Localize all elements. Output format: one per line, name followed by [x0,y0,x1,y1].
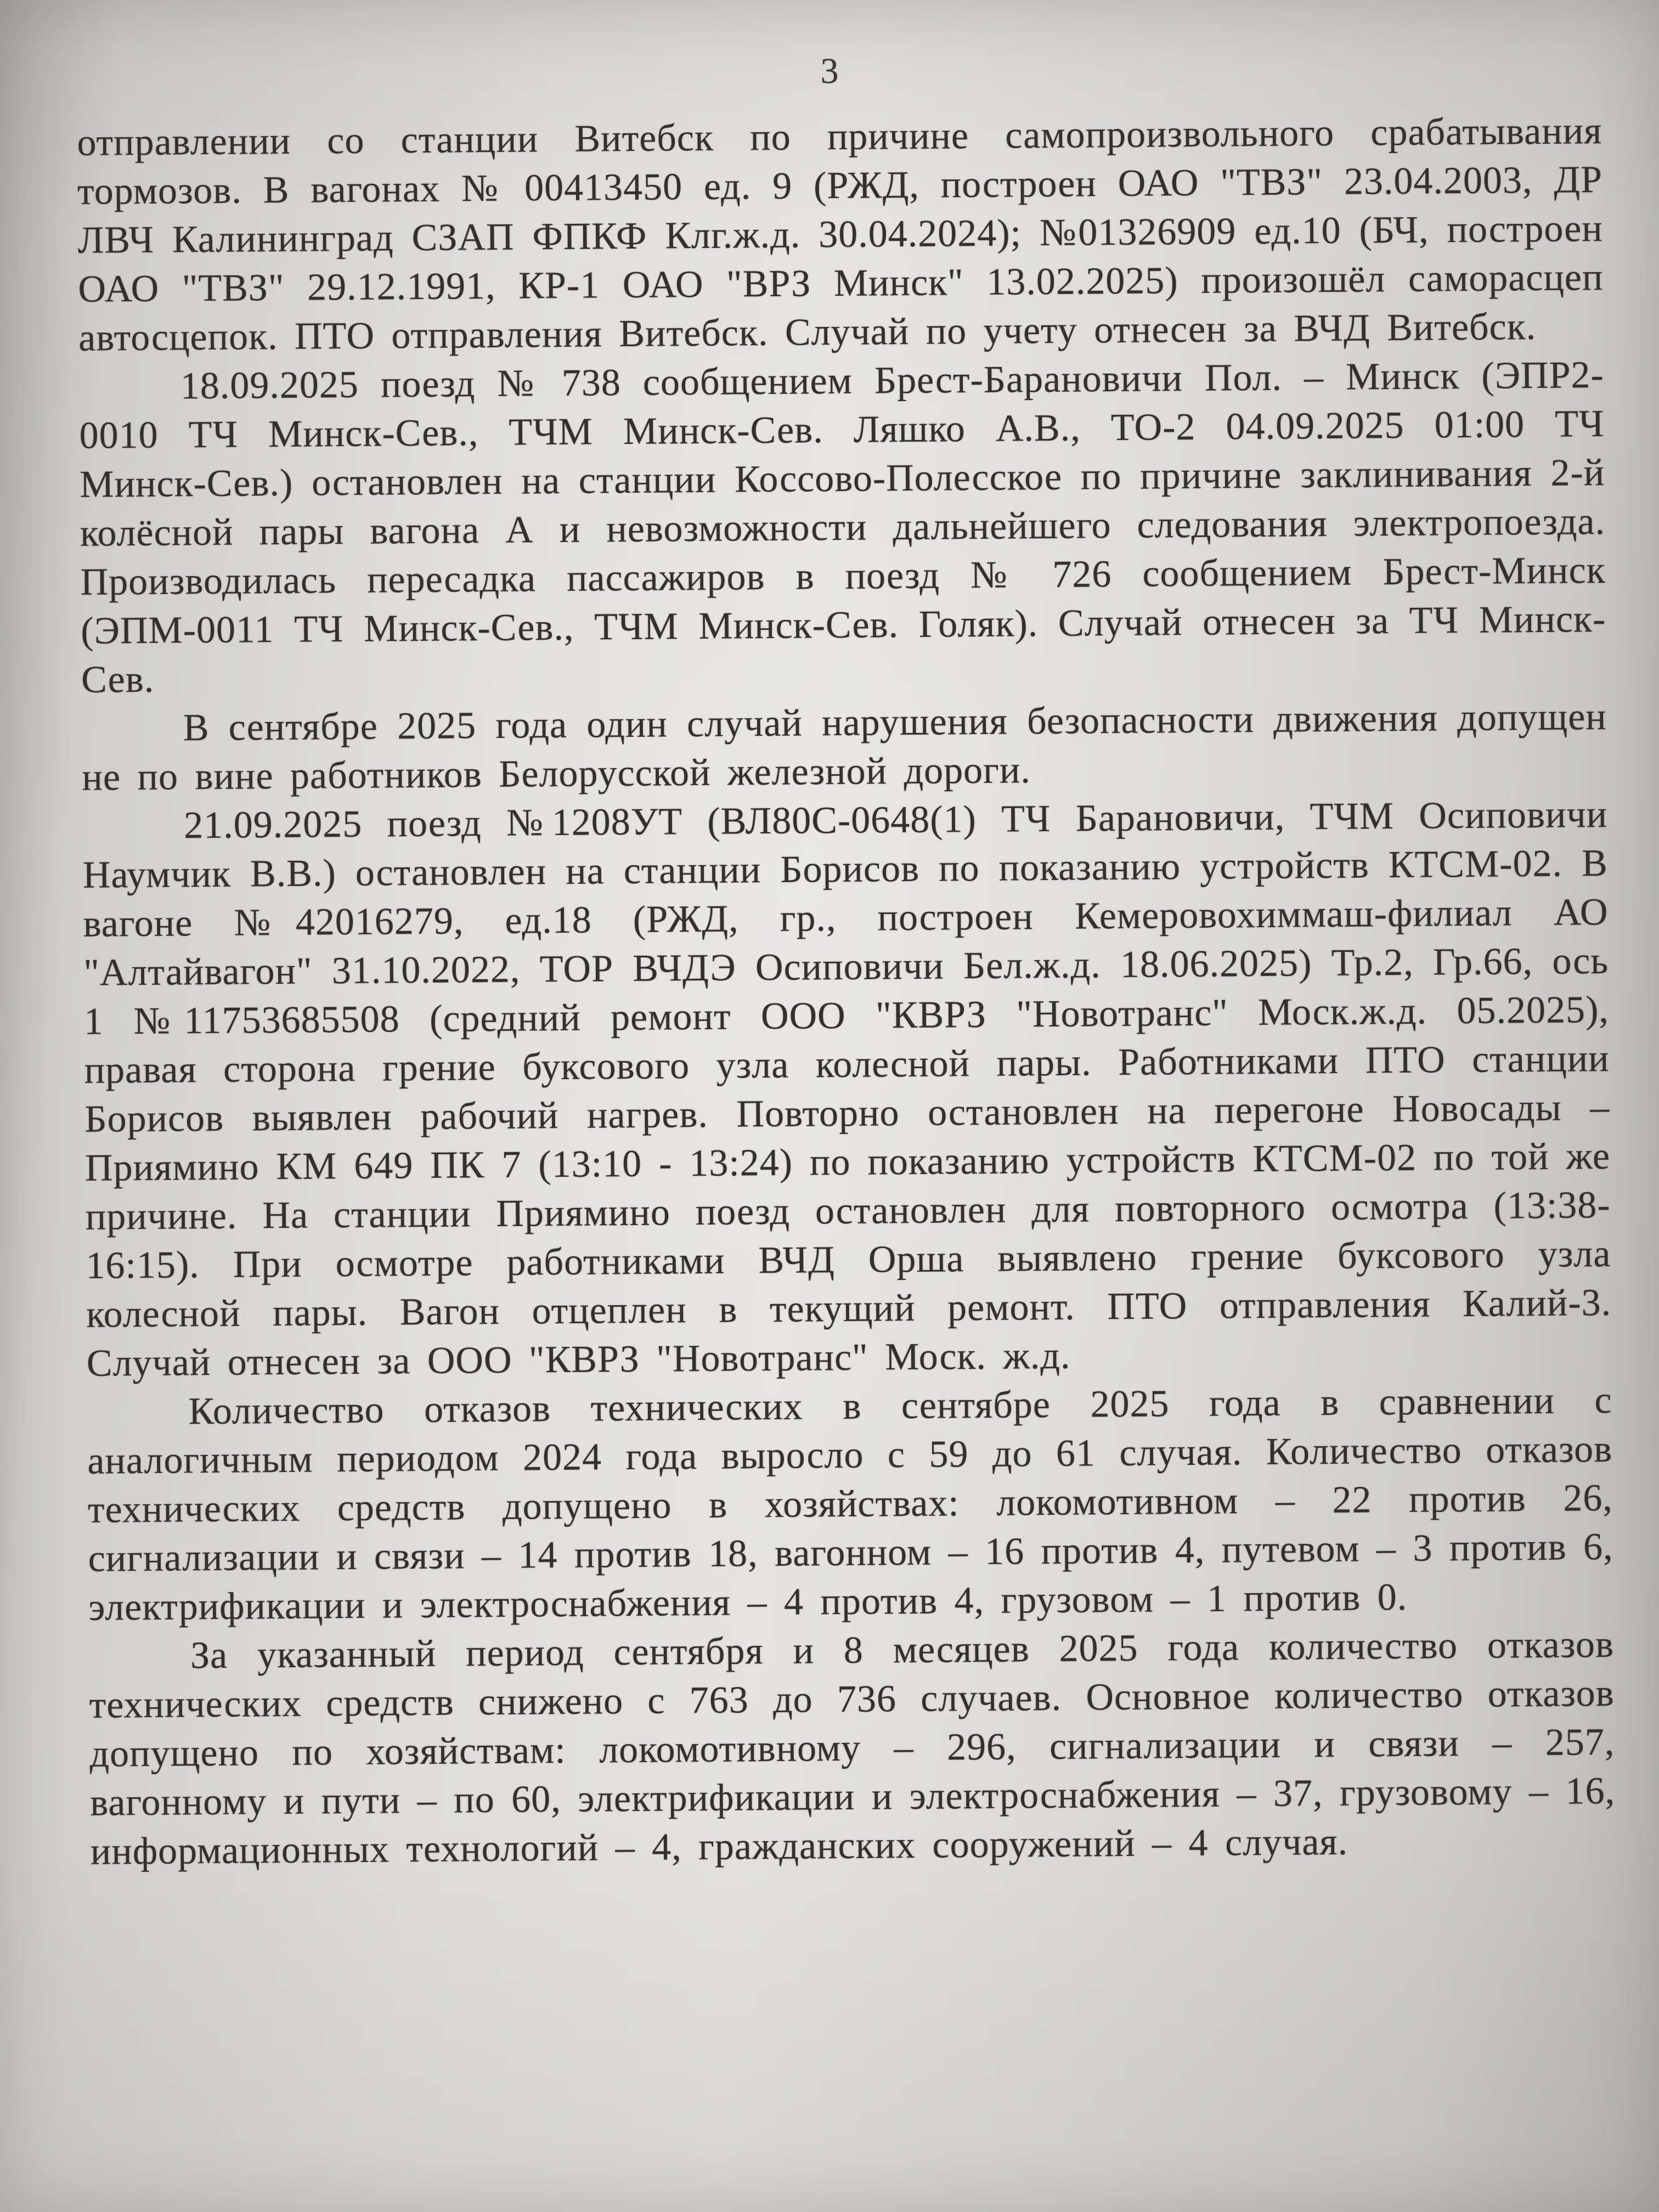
paragraph-6: За указанный период сентября и 8 месяцев 2025 года количество отказов технических средств снижено с 763 до 736 случаев. Основное количество отказов допущено по хозяйствам: локомотивному – 296, сигнализации и связи – 257, вагонному и пути – по 60, электрификации и электроснабжения – 37, грузовому – 16, информационных технологий – 4, гражданских сооружений – 4 случая. [89,1623,1616,1873]
paragraph-4: 21.09.2025 поезд №1208УТ (ВЛ80С-0648(1) ТЧ Барановичи, ТЧМ Осиповичи Наумчик В.В.) остановлен на станции Борисов по показанию устройств КТСМ-02. В вагоне №42016279, ед.18 (РЖД, гр., построен Кемеровохиммаш-филиал АО "Алтайвагон" 31.10.2022, ТОР ВЧДЭ Осиповичи Бел.ж.д. 18.06.2025) Тр.2, Гр.66, ось 1 №11753685508 (средний ремонт ООО "КВРЗ "Новотранс" Моск.ж.д. 05.2025), правая сторона грение буксового узла колесной пары. Работниками ПТО станции Борисов выявлен рабочий нагрев. Повторно остановлен на перегоне Новосады – Приямино КМ 649 ПК 7 (13:10 - 13:24) по показанию устройств КТСМ-02 по той же причине. На станции Приямино поезд остановлен для повторного осмотра (13:38-16:15). При осмотре работниками ВЧД Орша выявлено грение буксового узла колесной пары. Вагон отцеплен в текущий ремонт. ПТО отправления Калий-3. Случай отнесен за ООО "КВРЗ "Новотранс" Моск. ж.д. [82,793,1612,1385]
document-text-block [77,106,1616,1876]
paragraph-5: Количество отказов технических в сентябре 2025 года в сравнении с аналогичным периодом 2024 года выросло с 59 до 61 случая. Количество отказов технических средств допущено в хозяйствах: локомотивном – 22 против 26, сигнализации и связи – 14 против 18, вагонном – 16 против 4, путевом – 3 против 6, электрификации и электроснабжения – 4 против 4, грузовом – 1 против 0. [87,1379,1613,1629]
page-number: 3 [820,50,839,92]
paragraph-2: 18.09.2025 поезд № 738 сообщением Брест-Барановичи Пол. – Минск (ЭПР2-0010 ТЧ Минск-Сев., ТЧМ Минск-Сев. Ляшко А.В., ТО-2 04.09.2025 01:00 ТЧ Минск-Сев.) остановлен на станции Коссово-Полесское по причине заклинивания 2-й колёсной пары вагона А и невозможности дальнейшего следования электропоезда. Производилась пересадка пассажиров в поезд № 726 сообщением Брест-Минск (ЭПМ-0011 ТЧ Минск-Сев., ТЧМ Минск-Сев. Голяк). Случай отнесен за ТЧ Минск-Сев. [79,354,1606,701]
paragraph-3: В сентябре 2025 года один случай нарушения безопасности движения допущен не по вине работников Белорусской железной дороги. [82,696,1607,799]
paragraph-1: отправлении со станции Витебск по причине самопроизвольного срабатывания тормозов. В вагонах № 00413450 ед. 9 (РЖД, построен ОАО "ТВЗ" 23.04.2003, ДР ЛВЧ Калининград СЗАП ФПКФ Клг.ж.д. 30.04.2024); №01326909 ед.10 (БЧ, построен ОАО "ТВЗ" 29.12.1991, КР-1 ОАО "ВРЗ Минск" 13.02.2025) произошёл саморасцеп автосцепок. ПТО отправления Витебск. Случай по учету отнесен за ВЧД Витебск. [77,110,1604,359]
